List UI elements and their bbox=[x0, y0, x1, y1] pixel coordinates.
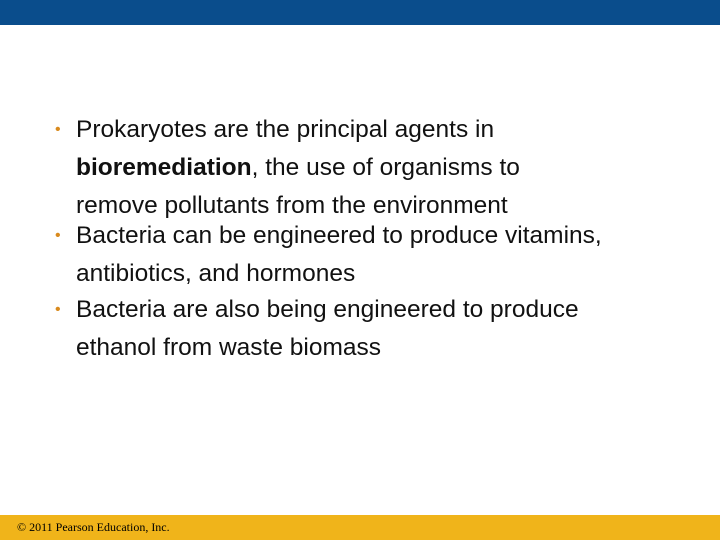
footer-bar bbox=[0, 515, 720, 540]
bullet-text: ethanol from waste biomass bbox=[76, 334, 382, 361]
bullet-item-bioremediation bbox=[55, 111, 696, 225]
bullet-text: remove pollutants from the environment bbox=[76, 192, 508, 219]
bullet-marker: • bbox=[55, 121, 61, 138]
bullet-marker: • bbox=[55, 301, 61, 318]
bullet-item-ethanol bbox=[55, 291, 696, 367]
bullet-text: Prokaryotes are the principal agents in bbox=[76, 116, 495, 143]
bullet-line bbox=[76, 111, 696, 149]
bullet-text: , the use of organisms to bbox=[251, 154, 520, 181]
bullet-item-vitamins bbox=[55, 217, 696, 293]
bullet-line bbox=[76, 217, 696, 255]
bullet-marker: • bbox=[55, 227, 61, 244]
bullet-text: Bacteria can be engineered to produce vitamins, bbox=[76, 222, 602, 249]
bold-term-bioremediation: bioremediation bbox=[76, 154, 252, 181]
copyright-notice: © 2011 Pearson Education, Inc. bbox=[17, 520, 170, 534]
bullet-text: Bacteria are also being engineered to produce bbox=[76, 296, 579, 323]
bullet-text: antibiotics, and hormones bbox=[76, 260, 356, 287]
bullet-line bbox=[76, 291, 696, 329]
bullet-line bbox=[76, 255, 696, 293]
bullet-line bbox=[76, 149, 696, 187]
bullet-line bbox=[76, 329, 696, 367]
